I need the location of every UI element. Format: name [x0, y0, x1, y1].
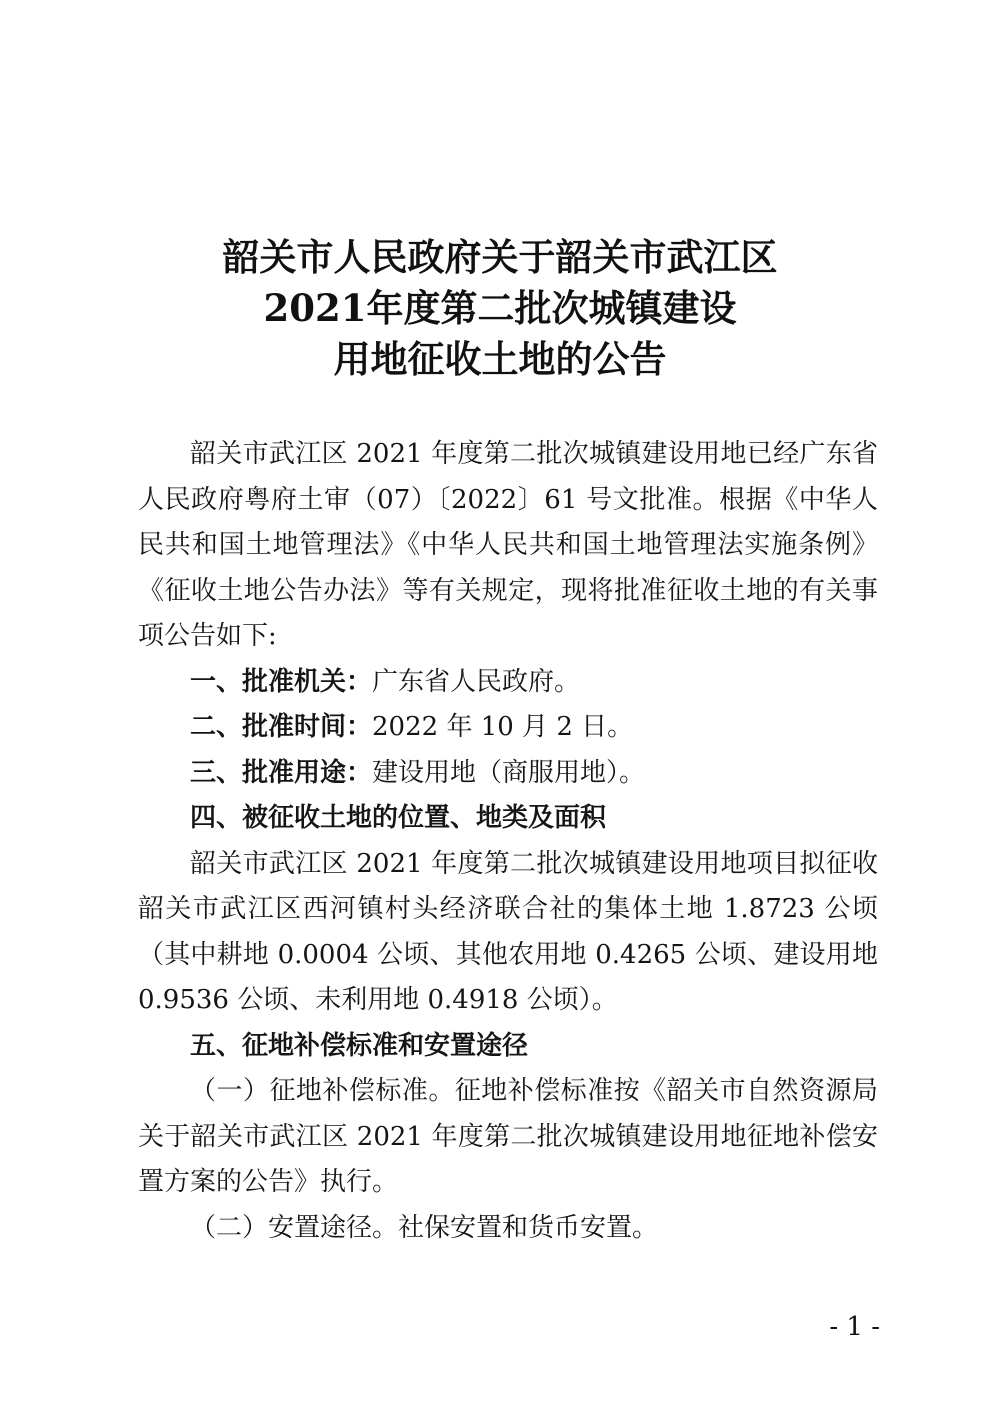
approval-authority-value: 广东省人民政府。 — [372, 666, 581, 697]
approval-use-value: 建设用地（商服用地）。 — [372, 757, 646, 788]
approval-authority-paragraph — [138, 660, 878, 706]
intro-paragraph: 韶关市武江区 2021 年度第二批次城镇建设用地已经广东省人民政府粤府土审（07）〔2022〕61 号文批准。根据《中华人民共和国土地管理法》《中华人民共和国土地管理法实施条例》《征收土地公告办法》等有关规定，现将批准征收土地的有关事项公告如下: — [138, 439, 878, 651]
approval-date-paragraph — [138, 705, 878, 751]
compensation-heading: 五、征地补偿标准和安置途径 — [190, 1030, 529, 1061]
approval-authority-label: 一、批准机关： — [190, 666, 373, 697]
page-number: - 1 - — [829, 1312, 880, 1342]
resettlement-paragraph: （二）安置途径。社保安置和货币安置。 — [190, 1212, 659, 1243]
title-line-3: 用地征收土地的公告 — [333, 337, 667, 381]
land-location-heading: 四、被征收土地的位置、地类及面积 — [190, 803, 607, 833]
approval-use-paragraph — [138, 751, 878, 797]
compensation-standard-paragraph: （一）征地补偿标准。征地补偿标准按《韶关市自然资源局关于韶关市武江区 2021 年度第二批次城镇建设用地征地补偿安置方案的公告》执行。 — [138, 1076, 878, 1197]
approval-date-value: 2022 年 10 月 2 日。 — [372, 712, 634, 742]
approval-use-label: 三、批准用途： — [190, 757, 373, 788]
land-location-paragraph: 韶关市武江区 2021 年度第二批次城镇建设用地项目拟征收韶关市武江区西河镇村头经济联合社的集体土地 1.8723 公顷（其中耕地 0.0004 公顷、其他农用地 0.4265 公顷、建设用地 0.9536 公顷、未利用地 0.4918 公顷）。 — [138, 848, 878, 1015]
document-title — [0, 232, 1000, 385]
approval-date-label: 二、批准时间： — [190, 712, 373, 742]
document-body — [138, 432, 878, 1251]
title-line-1: 韶关市人民政府关于韶关市武江区 — [222, 235, 778, 279]
title-line-2: 2021年度第二批次城镇建设 — [263, 286, 737, 330]
